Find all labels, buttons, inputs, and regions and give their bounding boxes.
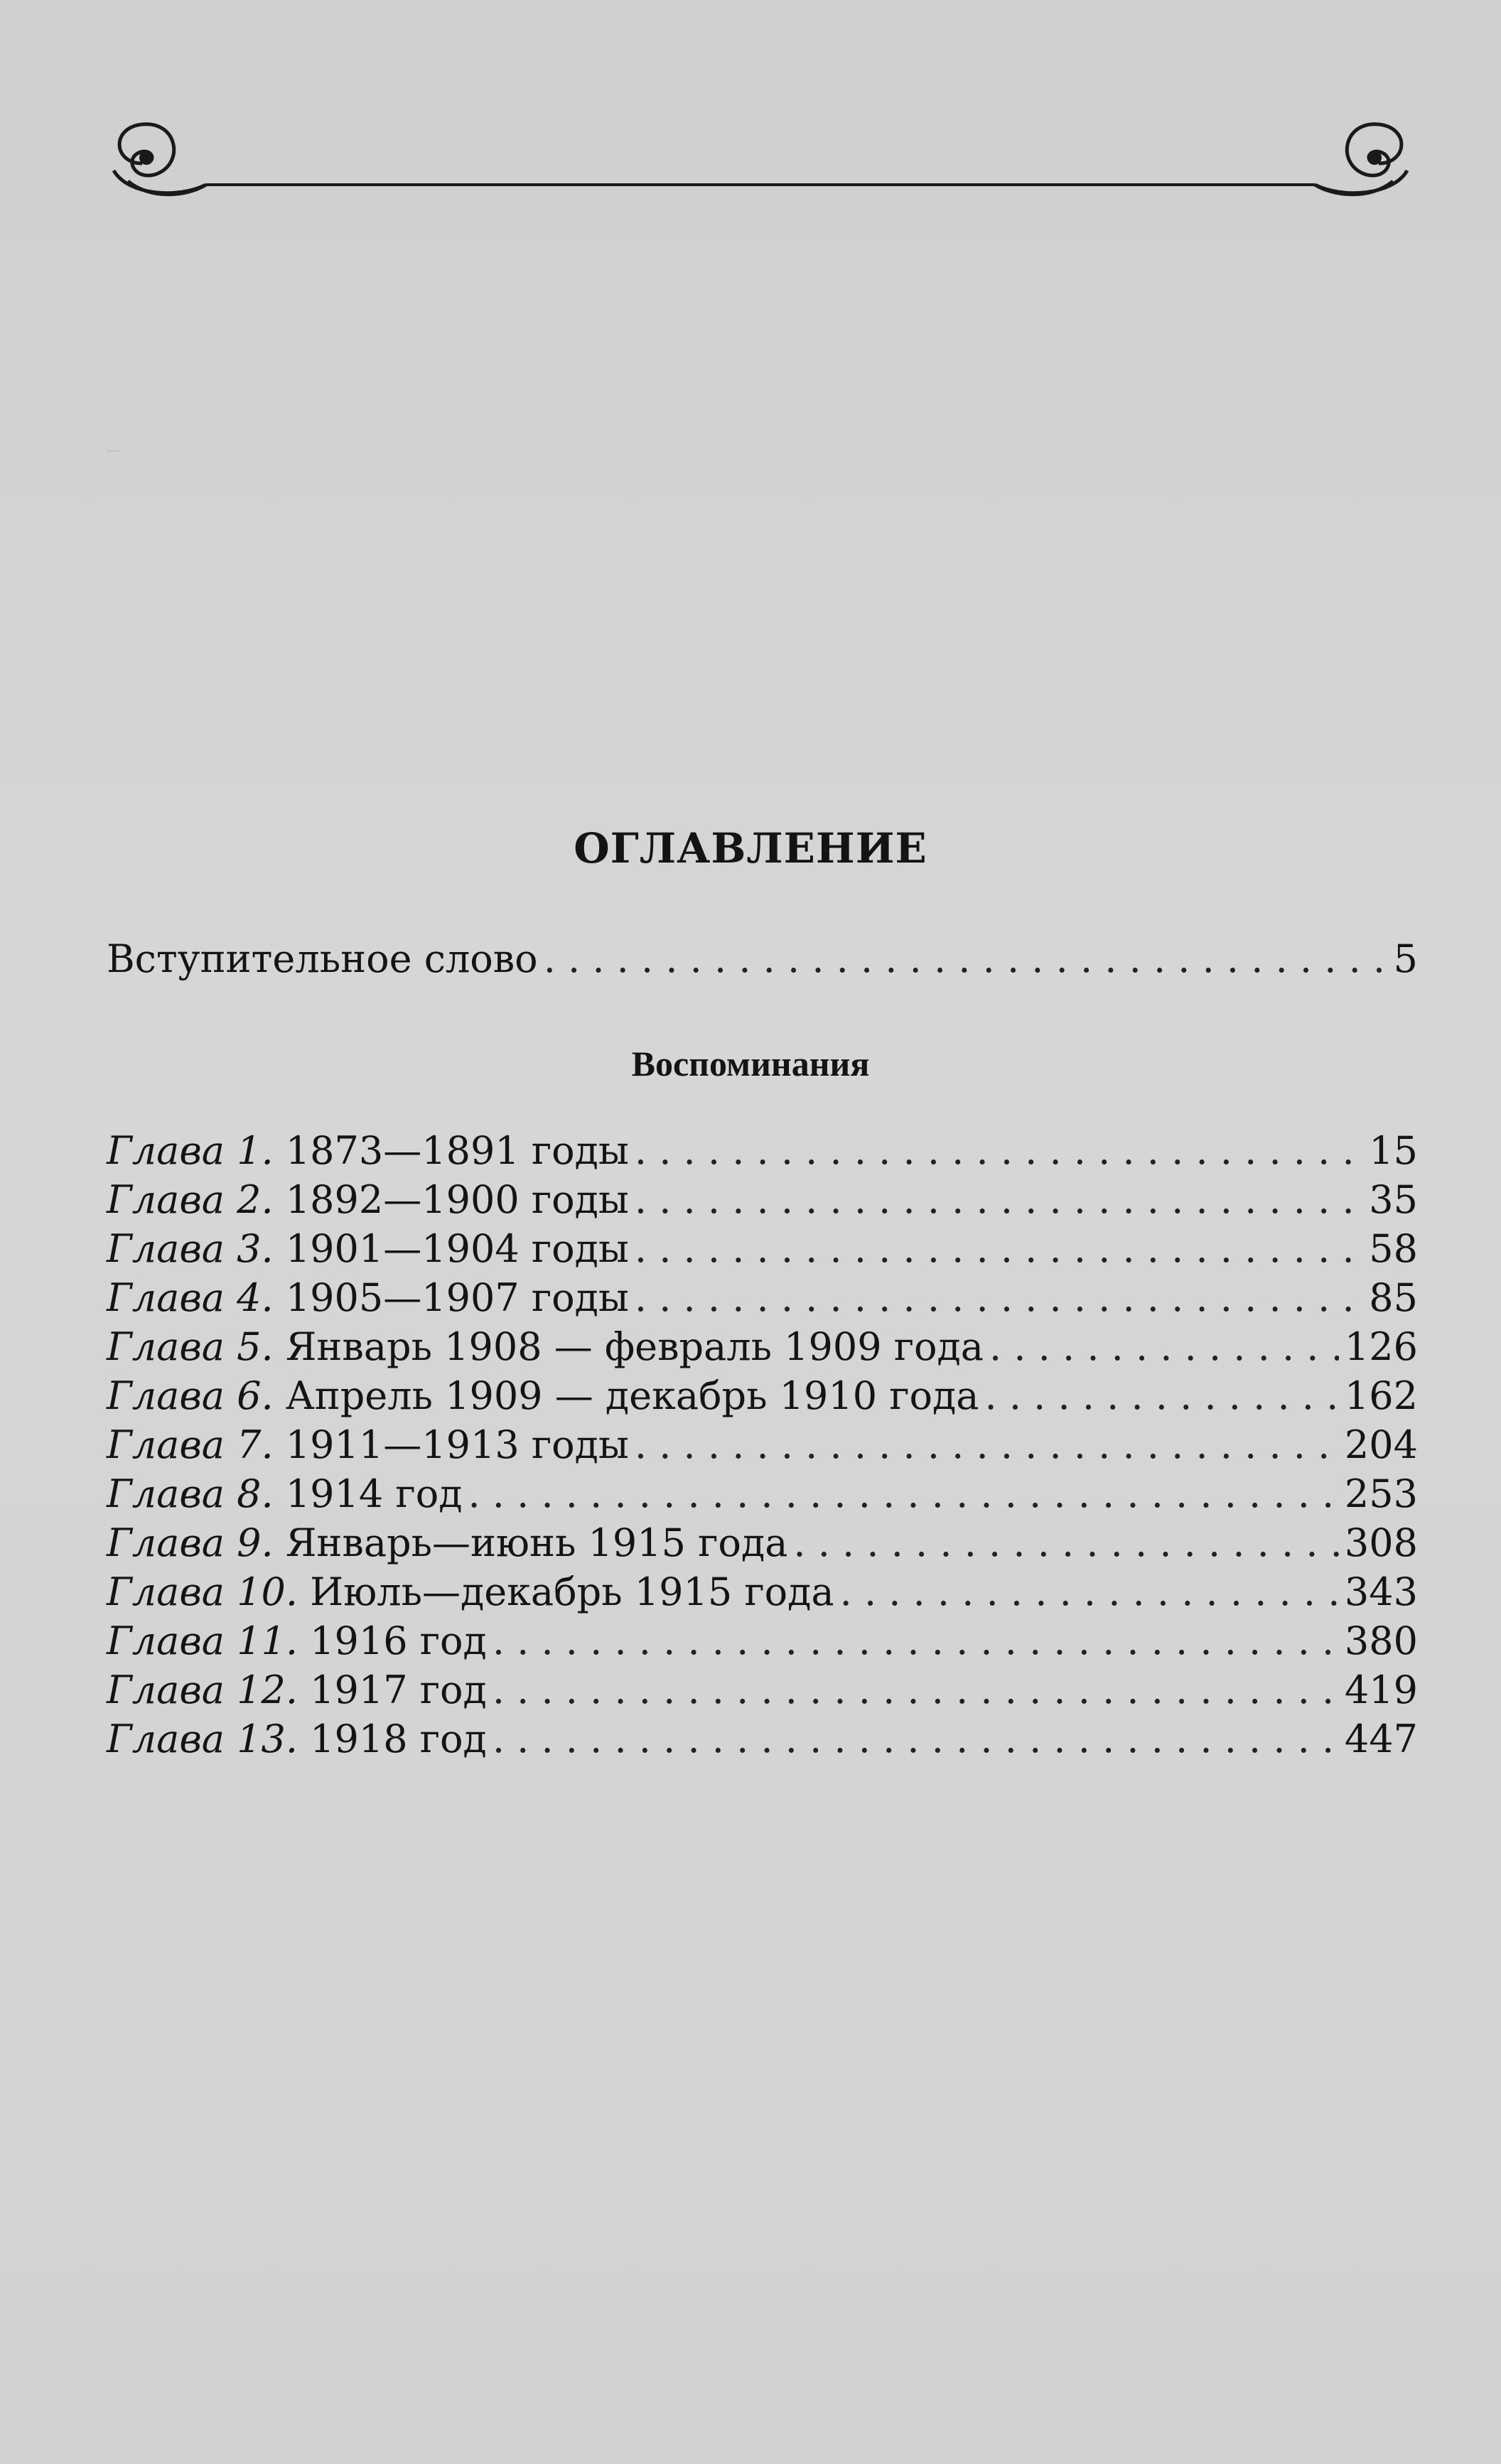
chapter-number: Глава 9. bbox=[107, 1520, 274, 1565]
toc-leader-dots bbox=[793, 1520, 1339, 1565]
toc-leader-dots bbox=[985, 1373, 1339, 1418]
bleed-through-mark: – bbox=[107, 434, 119, 463]
ornament-scroll-icon bbox=[99, 114, 1421, 213]
toc-page-number: 162 bbox=[1344, 1373, 1418, 1418]
toc-entry-chapter bbox=[107, 1324, 1418, 1374]
chapter-title: 1916 год bbox=[298, 1619, 487, 1663]
toc-entry-label bbox=[107, 1373, 979, 1418]
chapter-number: Глава 6. bbox=[107, 1373, 274, 1418]
toc-entry-label bbox=[107, 1128, 629, 1173]
toc-entry-chapter bbox=[107, 1128, 1418, 1178]
toc-entry-label bbox=[107, 1520, 787, 1565]
chapter-number: Глава 1. bbox=[107, 1128, 274, 1173]
toc-page-number: 5 bbox=[1393, 936, 1418, 981]
chapter-title: 1918 год bbox=[298, 1717, 487, 1761]
toc-page-number: 343 bbox=[1344, 1569, 1418, 1614]
toc-leader-dots bbox=[493, 1668, 1339, 1712]
toc-page-number: 253 bbox=[1344, 1471, 1418, 1516]
toc-leader-dots bbox=[635, 1422, 1339, 1467]
chapter-number: Глава 12. bbox=[107, 1668, 298, 1712]
toc-leader-dots bbox=[635, 1128, 1363, 1173]
toc-leader-dots bbox=[635, 1275, 1363, 1320]
section-heading: Воспоминания bbox=[631, 1044, 870, 1084]
toc-page-number: 380 bbox=[1344, 1619, 1418, 1663]
toc-entry-label bbox=[107, 1619, 487, 1663]
toc-entry-chapter bbox=[107, 1471, 1418, 1521]
chapter-number: Глава 11. bbox=[107, 1619, 298, 1663]
header-ornament bbox=[99, 114, 1421, 213]
toc-page-number: 126 bbox=[1344, 1324, 1418, 1369]
toc-entry-chapter bbox=[107, 1373, 1418, 1423]
chapter-number: Глава 5. bbox=[107, 1324, 274, 1369]
toc-entry-label bbox=[107, 1177, 629, 1222]
toc-entry-label bbox=[107, 1324, 984, 1369]
toc-title: ОГЛАВЛЕНИЕ bbox=[574, 824, 927, 872]
toc-leader-dots bbox=[493, 1717, 1339, 1761]
toc-entry-chapter bbox=[107, 1275, 1418, 1325]
chapter-title: 1892—1900 годы bbox=[273, 1177, 629, 1222]
toc-leader-dots bbox=[989, 1324, 1339, 1369]
chapter-number: Глава 2. bbox=[107, 1177, 274, 1222]
toc-entry-label bbox=[107, 1569, 834, 1614]
toc-leader-dots bbox=[468, 1471, 1338, 1516]
chapter-number: Глава 13. bbox=[107, 1717, 298, 1761]
toc-page-number: 204 bbox=[1344, 1422, 1418, 1467]
toc-entry-intro bbox=[107, 936, 1418, 986]
chapter-title: Январь 1908 — февраль 1909 года bbox=[273, 1324, 984, 1369]
toc-entry-label bbox=[107, 1226, 629, 1271]
chapter-number: Глава 3. bbox=[107, 1226, 274, 1271]
toc-entry-chapter bbox=[107, 1422, 1418, 1472]
toc-page-number: 15 bbox=[1369, 1128, 1418, 1173]
toc-entry-chapter bbox=[107, 1717, 1418, 1766]
toc-page-number: 85 bbox=[1369, 1275, 1418, 1320]
toc-entry-label bbox=[107, 1422, 629, 1467]
toc-page-number: 308 bbox=[1344, 1520, 1418, 1565]
toc-leader-dots bbox=[635, 1177, 1363, 1222]
toc-entry-chapter bbox=[107, 1569, 1418, 1619]
chapter-number: Глава 8. bbox=[107, 1471, 274, 1516]
toc-leader-dots bbox=[840, 1569, 1339, 1614]
toc-leader-dots bbox=[493, 1619, 1339, 1663]
chapter-title: Июль—декабрь 1915 года bbox=[298, 1569, 834, 1614]
chapter-title: Январь—июнь 1915 года bbox=[273, 1520, 788, 1565]
toc-page-number: 447 bbox=[1344, 1717, 1418, 1761]
chapter-number: Глава 4. bbox=[107, 1275, 274, 1320]
toc-entry-label bbox=[107, 1717, 487, 1761]
chapter-title: 1917 год bbox=[298, 1668, 487, 1712]
chapter-title: 1911—1913 годы bbox=[273, 1422, 629, 1467]
toc-entry-chapter bbox=[107, 1226, 1418, 1276]
chapter-title: Апрель 1909 — декабрь 1910 года bbox=[273, 1373, 979, 1418]
toc-page-number: 419 bbox=[1344, 1668, 1418, 1712]
toc-page-number: 35 bbox=[1369, 1177, 1418, 1222]
toc-entry-chapter bbox=[107, 1177, 1418, 1227]
chapter-title: 1873—1891 годы bbox=[273, 1128, 629, 1173]
toc-entry-chapter bbox=[107, 1520, 1418, 1570]
toc-entry-label bbox=[107, 1471, 462, 1516]
chapter-number: Глава 7. bbox=[107, 1422, 274, 1467]
chapter-number: Глава 10. bbox=[107, 1569, 298, 1614]
toc-entry-chapter bbox=[107, 1668, 1418, 1717]
chapter-title: 1914 год bbox=[273, 1471, 463, 1516]
chapter-title: 1901—1904 годы bbox=[273, 1226, 629, 1271]
chapter-title: 1905—1907 годы bbox=[273, 1275, 629, 1320]
toc-page-number: 58 bbox=[1369, 1226, 1418, 1271]
toc-entry-chapter bbox=[107, 1619, 1418, 1668]
toc-entry-label: Вступительное слово bbox=[107, 936, 538, 981]
toc-entry-label bbox=[107, 1668, 487, 1712]
toc-entry-label bbox=[107, 1275, 629, 1320]
toc-leader-dots bbox=[635, 1226, 1363, 1271]
toc-leader-dots bbox=[544, 936, 1388, 981]
